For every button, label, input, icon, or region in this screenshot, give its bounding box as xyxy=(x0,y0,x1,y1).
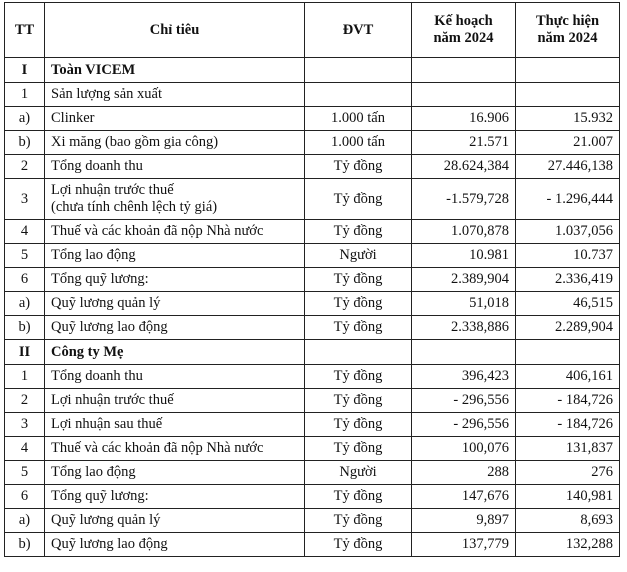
row-actual-value: 132,288 xyxy=(516,533,620,557)
row-plan-value: 28.624,384 xyxy=(412,155,516,179)
row-name: Tổng quỹ lương: xyxy=(45,485,305,509)
row-tt: 2 xyxy=(5,389,45,413)
row-actual-value: 15.932 xyxy=(516,107,620,131)
row-actual-value: 131,837 xyxy=(516,437,620,461)
row-actual-value: - 184,726 xyxy=(516,413,620,437)
row-name: Quỹ lương quản lý xyxy=(45,292,305,316)
row-tt: a) xyxy=(5,509,45,533)
row-unit: Tỷ đồng xyxy=(305,365,412,389)
header-thuc-hien xyxy=(516,3,620,58)
header-chi-tieu: Chỉ tiêu xyxy=(45,3,305,58)
table-row xyxy=(5,437,620,461)
row-name-line1: Lợi nhuận trước thuế xyxy=(51,182,174,198)
row-unit: Người xyxy=(305,461,412,485)
header-tt: TT xyxy=(5,3,45,58)
row-plan-value: 16.906 xyxy=(412,107,516,131)
row-plan-value: 2.338,886 xyxy=(412,316,516,340)
row-tt: 6 xyxy=(5,268,45,292)
row-tt: 2 xyxy=(5,155,45,179)
row-actual-value xyxy=(516,340,620,365)
row-tt: 3 xyxy=(5,179,45,220)
row-plan-value: 21.571 xyxy=(412,131,516,155)
row-unit: Tỷ đồng xyxy=(305,485,412,509)
row-actual-value xyxy=(516,83,620,107)
row-unit: Tỷ đồng xyxy=(305,389,412,413)
row-name: Tổng lao động xyxy=(45,244,305,268)
row-unit: Tỷ đồng xyxy=(305,413,412,437)
row-plan-value: -1.579,728 xyxy=(412,179,516,220)
row-plan-value: 147,676 xyxy=(412,485,516,509)
table-row xyxy=(5,413,620,437)
row-actual-value: 406,161 xyxy=(516,365,620,389)
header-thuc-hien-line2: năm 2024 xyxy=(537,30,598,46)
row-tt: 5 xyxy=(5,244,45,268)
row-plan-value xyxy=(412,340,516,365)
row-tt: II xyxy=(5,340,45,365)
row-actual-value: 46,515 xyxy=(516,292,620,316)
row-unit: Tỷ đồng xyxy=(305,155,412,179)
header-ke-hoach-line1: Kế hoạch xyxy=(434,13,493,29)
section-row xyxy=(5,58,620,83)
row-plan-value xyxy=(412,58,516,83)
row-unit: Tỷ đồng xyxy=(305,533,412,557)
row-actual-value: - 1.296,444 xyxy=(516,179,620,220)
header-ke-hoach xyxy=(412,3,516,58)
table-row xyxy=(5,179,620,220)
row-name: Lợi nhuận trước thuế xyxy=(45,389,305,413)
row-plan-value: 1.070,878 xyxy=(412,220,516,244)
table-header-row xyxy=(5,3,620,58)
row-name: Quỹ lương lao động xyxy=(45,316,305,340)
row-actual-value: 10.737 xyxy=(516,244,620,268)
row-name: Tổng doanh thu xyxy=(45,365,305,389)
row-tt: a) xyxy=(5,292,45,316)
row-tt: 6 xyxy=(5,485,45,509)
row-plan-value: 396,423 xyxy=(412,365,516,389)
table-row xyxy=(5,461,620,485)
row-tt: 3 xyxy=(5,413,45,437)
table-row xyxy=(5,155,620,179)
row-name: Thuế và các khoản đã nộp Nhà nước xyxy=(45,220,305,244)
table-row xyxy=(5,220,620,244)
table-row xyxy=(5,107,620,131)
table-row xyxy=(5,509,620,533)
row-plan-value: 288 xyxy=(412,461,516,485)
table-row xyxy=(5,244,620,268)
row-unit: Tỷ đồng xyxy=(305,179,412,220)
row-unit: Tỷ đồng xyxy=(305,220,412,244)
row-tt: 4 xyxy=(5,220,45,244)
table-row xyxy=(5,389,620,413)
row-unit: Tỷ đồng xyxy=(305,292,412,316)
row-plan-value: 10.981 xyxy=(412,244,516,268)
row-name: Tổng doanh thu xyxy=(45,155,305,179)
table-row xyxy=(5,485,620,509)
table-row xyxy=(5,316,620,340)
row-unit xyxy=(305,340,412,365)
row-unit: Tỷ đồng xyxy=(305,509,412,533)
row-name: Công ty Mẹ xyxy=(45,340,305,365)
row-plan-value xyxy=(412,83,516,107)
table-body xyxy=(5,58,620,557)
table-row xyxy=(5,131,620,155)
row-name: Quỹ lương quản lý xyxy=(45,509,305,533)
row-name: Thuế và các khoản đã nộp Nhà nước xyxy=(45,437,305,461)
row-name: Toàn VICEM xyxy=(45,58,305,83)
row-plan-value: - 296,556 xyxy=(412,389,516,413)
header-ke-hoach-line2: năm 2024 xyxy=(433,30,494,46)
header-thuc-hien-line1: Thực hiện xyxy=(535,13,600,29)
row-name: Tổng quỹ lương: xyxy=(45,268,305,292)
row-name: Xi măng (bao gồm gia công) xyxy=(45,131,305,155)
row-tt: b) xyxy=(5,533,45,557)
section-row xyxy=(5,340,620,365)
row-plan-value: 9,897 xyxy=(412,509,516,533)
row-name: Quỹ lương lao động xyxy=(45,533,305,557)
row-unit xyxy=(305,58,412,83)
row-actual-value: 27.446,138 xyxy=(516,155,620,179)
row-tt: a) xyxy=(5,107,45,131)
row-plan-value: - 296,556 xyxy=(412,413,516,437)
row-unit xyxy=(305,83,412,107)
table-row xyxy=(5,533,620,557)
row-unit: Tỷ đồng xyxy=(305,437,412,461)
row-actual-value: 8,693 xyxy=(516,509,620,533)
row-unit: Tỷ đồng xyxy=(305,268,412,292)
row-actual-value: 140,981 xyxy=(516,485,620,509)
row-name: Sản lượng sản xuất xyxy=(45,83,305,107)
row-actual-value: - 184,726 xyxy=(516,389,620,413)
row-unit: Tỷ đồng xyxy=(305,316,412,340)
table-row xyxy=(5,268,620,292)
row-actual-value: 2.289,904 xyxy=(516,316,620,340)
table-row xyxy=(5,83,620,107)
row-plan-value: 137,779 xyxy=(412,533,516,557)
table-row xyxy=(5,292,620,316)
row-actual-value xyxy=(516,58,620,83)
row-name: Tổng lao động xyxy=(45,461,305,485)
row-name-line2: (chưa tính chênh lệch tỷ giá) xyxy=(51,199,218,215)
row-tt: 1 xyxy=(5,83,45,107)
row-unit: Người xyxy=(305,244,412,268)
row-name: Lợi nhuận sau thuế xyxy=(45,413,305,437)
indicators-table xyxy=(4,2,620,557)
row-plan-value: 100,076 xyxy=(412,437,516,461)
row-actual-value: 276 xyxy=(516,461,620,485)
row-tt: b) xyxy=(5,131,45,155)
row-actual-value: 2.336,419 xyxy=(516,268,620,292)
row-tt: 5 xyxy=(5,461,45,485)
row-name xyxy=(45,179,305,220)
table-row xyxy=(5,365,620,389)
row-unit: 1.000 tấn xyxy=(305,131,412,155)
row-unit: 1.000 tấn xyxy=(305,107,412,131)
row-actual-value: 1.037,056 xyxy=(516,220,620,244)
row-tt: I xyxy=(5,58,45,83)
row-tt: 4 xyxy=(5,437,45,461)
row-name: Clinker xyxy=(45,107,305,131)
row-plan-value: 2.389,904 xyxy=(412,268,516,292)
row-tt: b) xyxy=(5,316,45,340)
header-dvt: ĐVT xyxy=(305,3,412,58)
row-tt: 1 xyxy=(5,365,45,389)
row-plan-value: 51,018 xyxy=(412,292,516,316)
row-actual-value: 21.007 xyxy=(516,131,620,155)
